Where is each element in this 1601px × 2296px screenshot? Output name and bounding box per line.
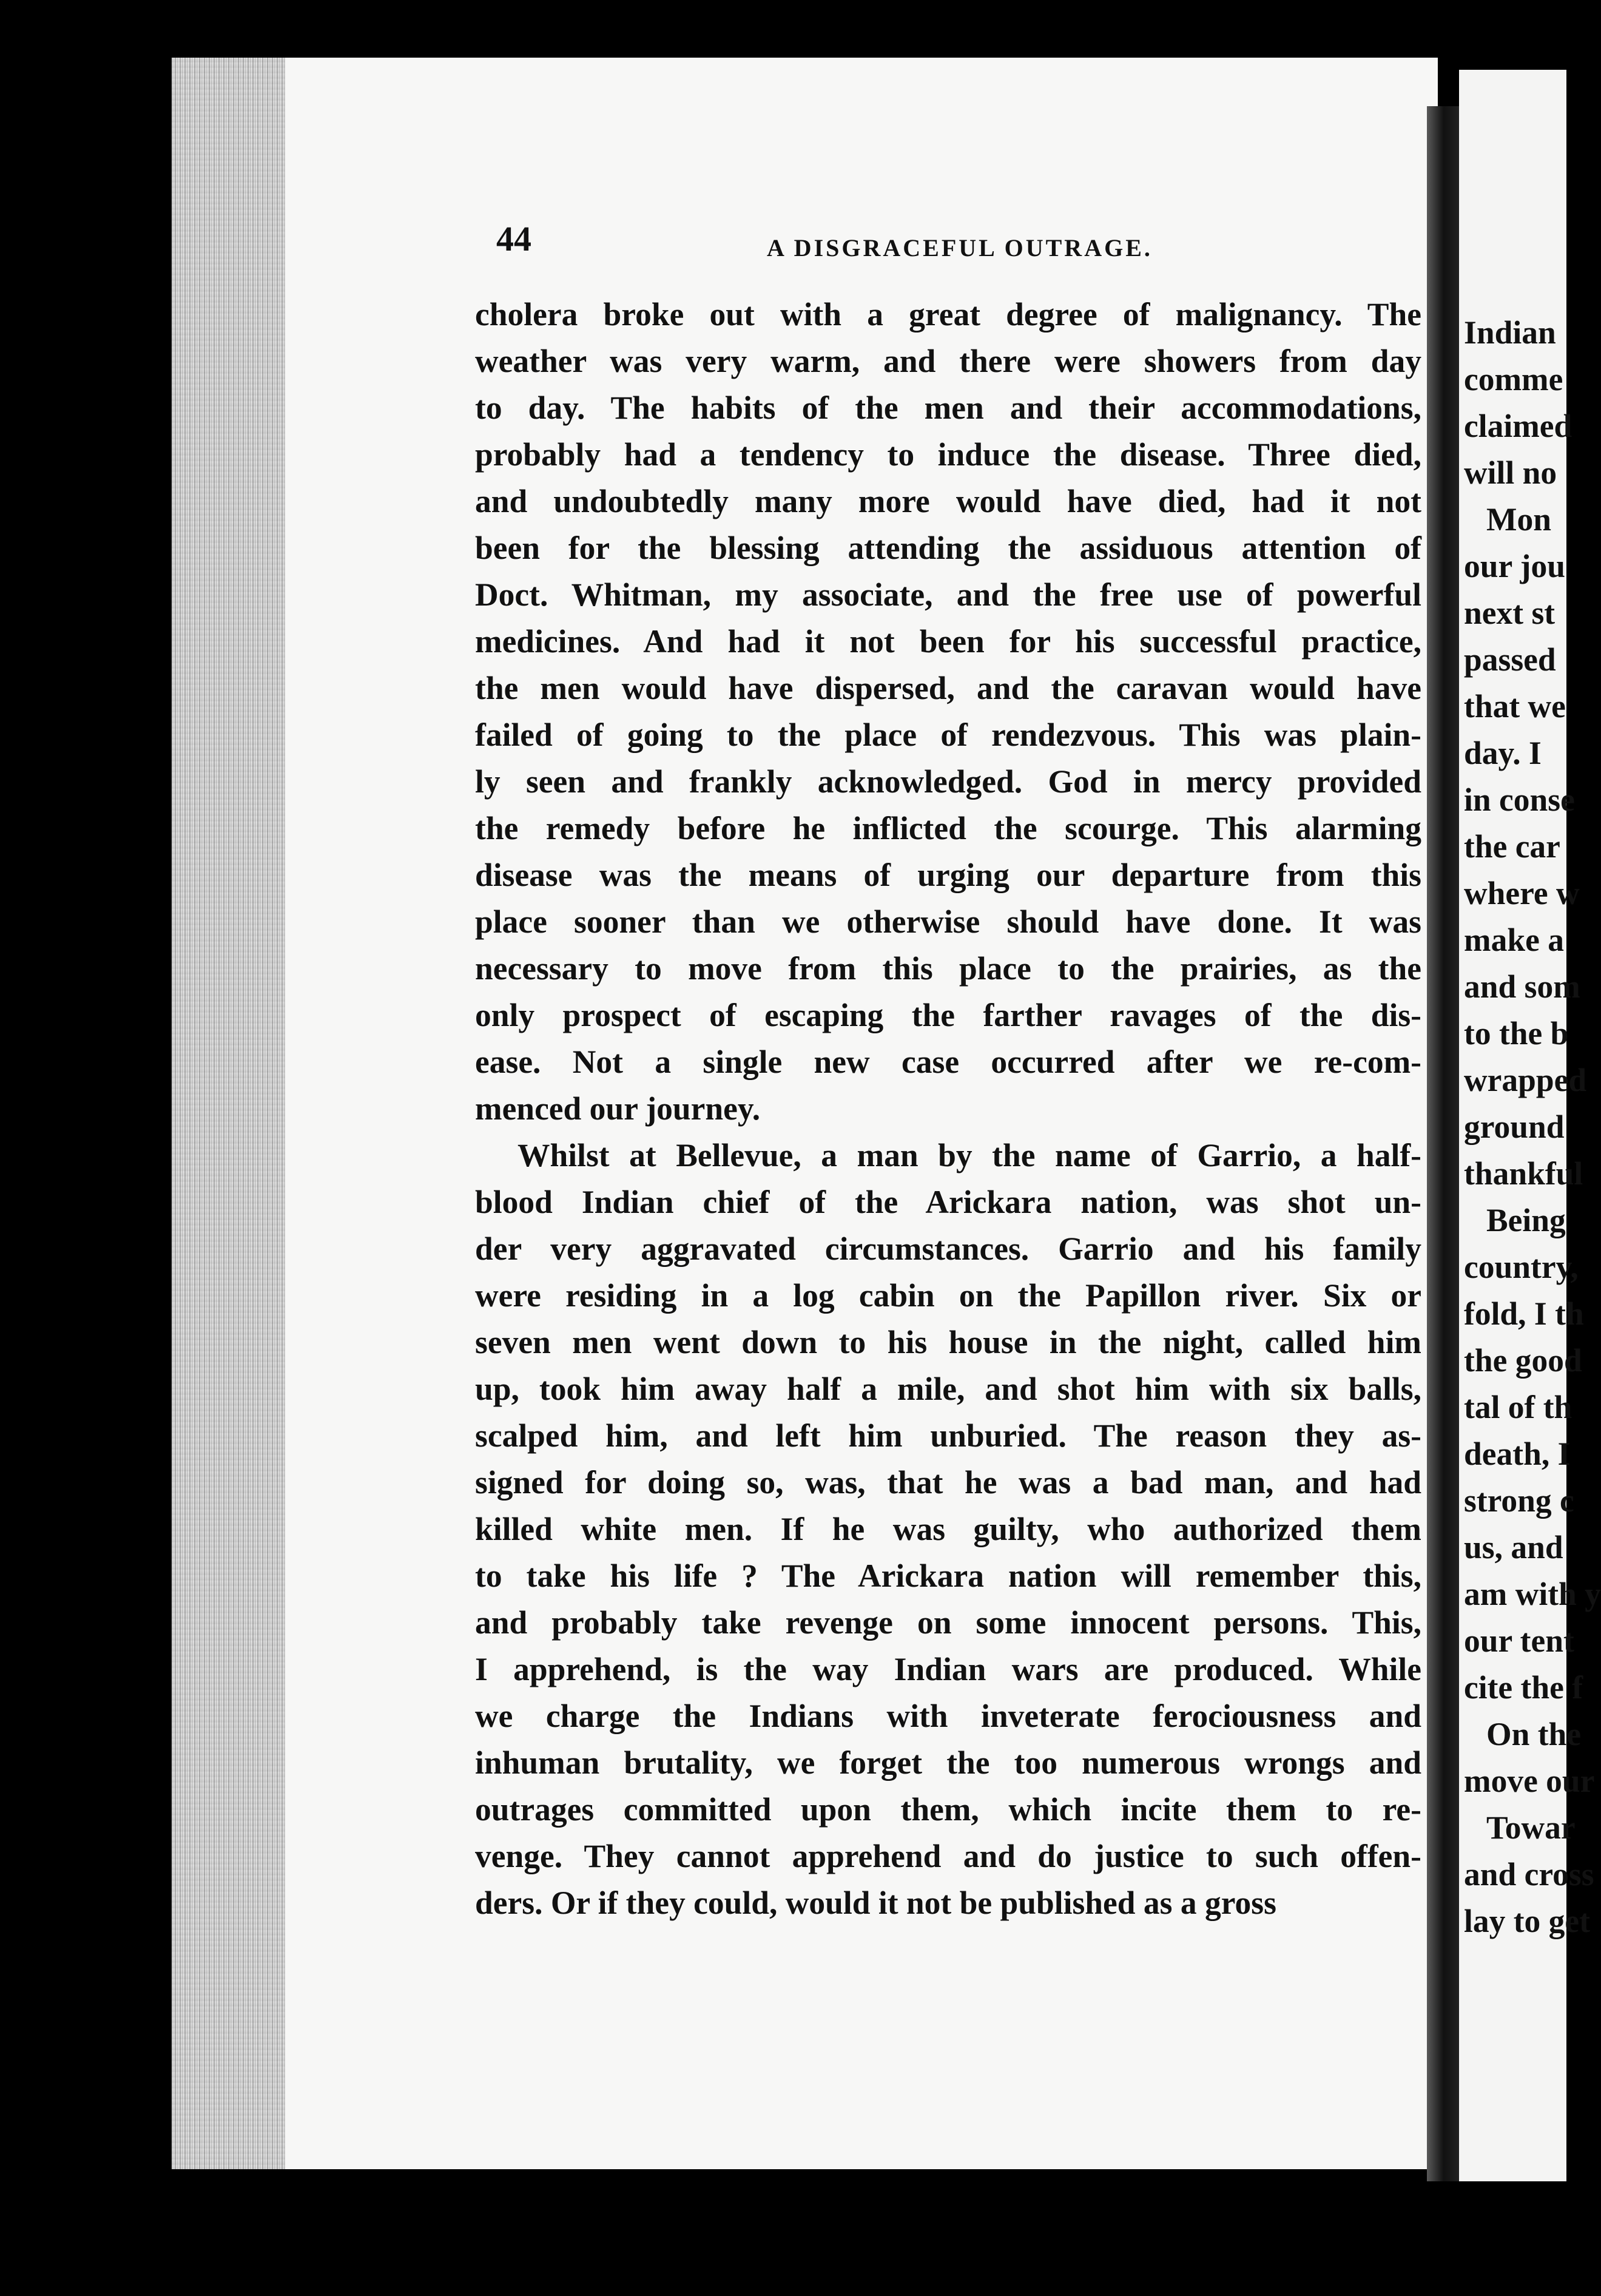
text-line: probably had a tendency to induce the disease. Three died, bbox=[475, 436, 1421, 473]
text-line: Whilst at Bellevue, a man by the name of Garrio, a half- bbox=[517, 1137, 1421, 1173]
facing-text-line: that we bbox=[1464, 688, 1566, 724]
facing-text-line: lay to get bbox=[1464, 1903, 1590, 1939]
text-line: signed for doing so, was, that he was a bad man, and had bbox=[475, 1464, 1421, 1501]
text-line: blood Indian chief of the Arickara nation, was shot un- bbox=[475, 1184, 1421, 1220]
facing-text-line: Indian bbox=[1464, 314, 1556, 351]
facing-text-line: passed bbox=[1464, 641, 1556, 678]
facing-text-line: comme bbox=[1464, 361, 1563, 397]
facing-text-line: and cross bbox=[1464, 1856, 1594, 1893]
text-line: and undoubtedly many more would have died, had it not bbox=[475, 483, 1421, 519]
text-line: medicines. And had it not been for his successful practice, bbox=[475, 623, 1421, 660]
text-line: killed white men. If he was guilty, who authorized them bbox=[475, 1511, 1421, 1547]
page-edge-stack bbox=[172, 58, 293, 2169]
facing-text-line: ground bbox=[1464, 1109, 1565, 1145]
facing-text-line: where w bbox=[1464, 875, 1580, 911]
facing-text-line: Towar bbox=[1486, 1809, 1576, 1846]
text-line: to day. The habits of the men and their accommodations, bbox=[475, 390, 1421, 426]
facing-text-line: strong c bbox=[1464, 1482, 1574, 1519]
facing-text-line: next st bbox=[1464, 595, 1555, 631]
facing-text-line: in conse bbox=[1464, 782, 1575, 818]
facing-text-line: cite the f bbox=[1464, 1669, 1583, 1706]
text-line: disease was the means of urging our departure from this bbox=[475, 857, 1421, 893]
text-line: place sooner than we otherwise should have done. It was bbox=[475, 903, 1421, 940]
facing-text-line: claimed bbox=[1464, 408, 1572, 444]
facing-text-line: our tent bbox=[1464, 1622, 1574, 1659]
text-line: I apprehend, is the way Indian wars are produced. While bbox=[475, 1651, 1421, 1687]
text-line: were residing in a log cabin on the Papillon river. Six or bbox=[475, 1277, 1421, 1314]
facing-text-line: us, and bbox=[1464, 1529, 1563, 1565]
text-line: ders. Or if they could, would it not be published as a gross bbox=[475, 1885, 1276, 1921]
text-line: only prospect of escaping the farther ravages of the dis- bbox=[475, 997, 1421, 1033]
text-line: menced our journey. bbox=[475, 1090, 761, 1127]
facing-text-line: day. I bbox=[1464, 735, 1542, 771]
facing-text-line: wrapped bbox=[1464, 1062, 1587, 1098]
text-line: up, took him away half a mile, and shot him with six balls, bbox=[475, 1371, 1421, 1407]
facing-text-line: Mon bbox=[1486, 501, 1551, 538]
text-line: the men would have dispersed, and the caravan would have bbox=[475, 670, 1421, 706]
facing-text-line: fold, I th bbox=[1464, 1295, 1584, 1332]
text-line: scalped him, and left him unburied. The reason they as- bbox=[475, 1417, 1421, 1454]
text-line: inhuman brutality, we forget the too numerous wrongs and bbox=[475, 1744, 1421, 1781]
facing-text-line: tal of th bbox=[1464, 1389, 1572, 1425]
text-line: outrages committed upon them, which incite them to re- bbox=[475, 1791, 1421, 1828]
facing-text-line: the good bbox=[1464, 1342, 1582, 1379]
body-text bbox=[475, 291, 1421, 1926]
facing-text-line: the car bbox=[1464, 828, 1560, 865]
facing-text-line: Being bbox=[1486, 1202, 1566, 1238]
running-head: A DISGRACEFUL OUTRAGE. bbox=[767, 234, 1153, 262]
text-line: der very aggravated circumstances. Garrio and his family bbox=[475, 1231, 1421, 1267]
page-header bbox=[496, 218, 1431, 267]
text-line: ly seen and frankly acknowledged. God in mercy provided bbox=[475, 763, 1421, 800]
text-line: been for the blessing attending the assiduous attention of bbox=[475, 530, 1421, 566]
page-number: 44 bbox=[496, 219, 531, 258]
text-line: necessary to move from this place to the prairies, as the bbox=[475, 950, 1421, 987]
facing-text-line: am with y bbox=[1464, 1576, 1601, 1612]
text-line: weather was very warm, and there were showers from day bbox=[475, 343, 1421, 379]
book-gutter bbox=[1427, 106, 1460, 2181]
facing-text-line: to the b bbox=[1464, 1015, 1569, 1052]
facing-text-line: make a bbox=[1464, 922, 1564, 958]
facing-text-line: will no bbox=[1464, 454, 1557, 491]
text-line: and probably take revenge on some innocent persons. This, bbox=[475, 1604, 1421, 1641]
facing-text-line: death, I bbox=[1464, 1436, 1571, 1472]
facing-text-line: move our bbox=[1464, 1763, 1595, 1799]
text-line: venge. They cannot apprehend and do justice to such offen- bbox=[475, 1838, 1421, 1874]
facing-text-line: country, bbox=[1464, 1249, 1579, 1285]
facing-page bbox=[1459, 70, 1601, 2181]
text-line: cholera broke out with a great degree of malignancy. The bbox=[475, 296, 1421, 333]
text-line: to take his life ? The Arickara nation will remember this, bbox=[475, 1558, 1421, 1594]
text-line: failed of going to the place of rendezvous. This was plain- bbox=[475, 717, 1421, 753]
text-line: we charge the Indians with inveterate ferociousness and bbox=[475, 1698, 1421, 1734]
text-line: seven men went down to his house in the night, called him bbox=[475, 1324, 1421, 1360]
text-line: Doct. Whitman, my associate, and the free use of powerful bbox=[475, 576, 1421, 613]
facing-text-line: and som bbox=[1464, 968, 1580, 1005]
facing-text-line: thankful bbox=[1464, 1155, 1583, 1192]
facing-text-line: On the bbox=[1486, 1716, 1582, 1752]
text-line: ease. Not a single new case occurred after we re-com- bbox=[475, 1044, 1421, 1080]
facing-text-line: our jou bbox=[1464, 548, 1565, 584]
text-line: the remedy before he inflicted the scourge. This alarming bbox=[475, 810, 1421, 846]
